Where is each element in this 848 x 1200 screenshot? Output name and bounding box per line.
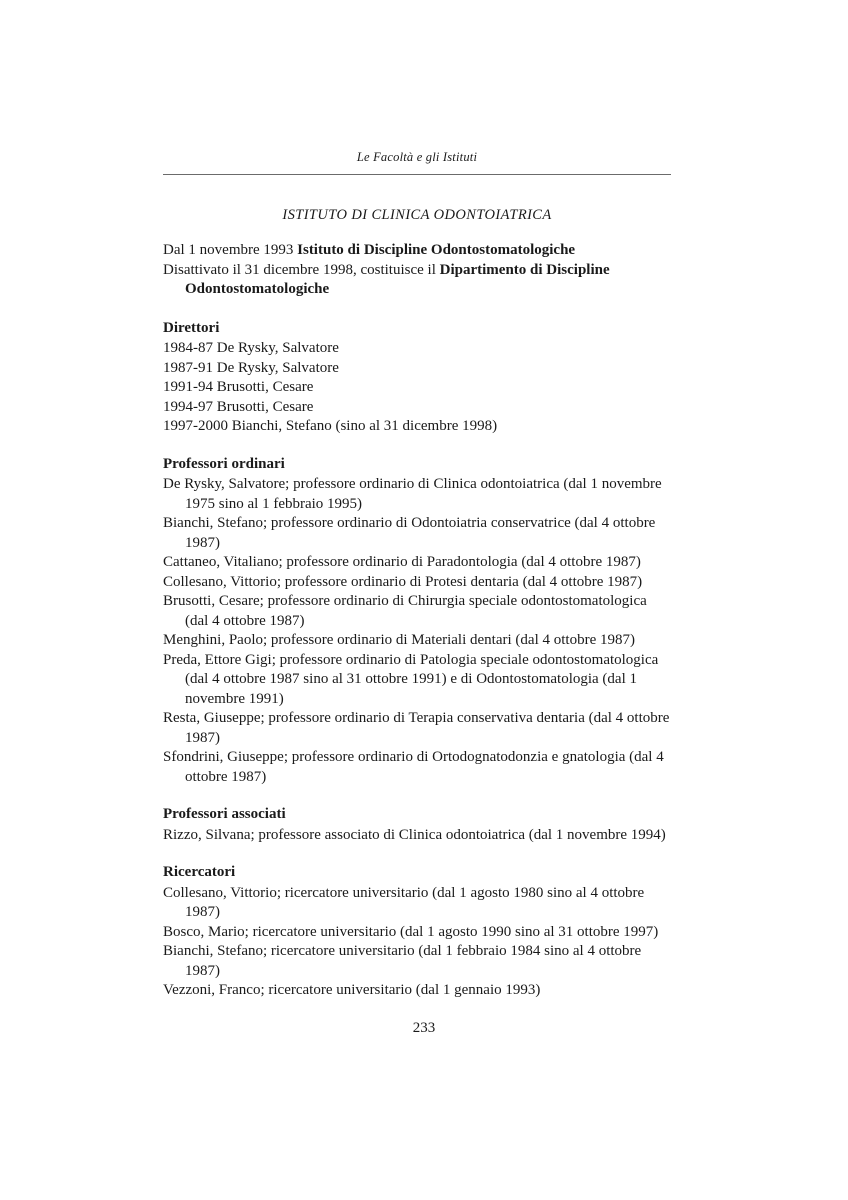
list-item: 1994-97 Brusotti, Cesare — [163, 398, 314, 415]
list-item: Cattaneo, Vitaliano; professore ordinario di Paradontologia (dal 4 ottobre 1987) — [163, 554, 641, 570]
list-item: Collesano, Vittorio; ricercatore universitario (dal 1 agosto 1980 sino al 4 ottobre 1987) — [163, 884, 645, 920]
list-item: Vezzoni, Franco; ricercatore universitario (dal 1 gennaio 1993) — [163, 982, 541, 998]
section-heading: Ricercatori — [163, 864, 236, 880]
list-item: Collesano, Vittorio; professore ordinario di Protesi dentaria (dal 4 ottobre 1987) — [163, 573, 643, 590]
page-title: ISTITUTO DI CLINICA ODONTOIATRICA — [282, 207, 552, 223]
list-item: Rizzo, Silvana; professore associato di Clinica odontoiatrica (dal 1 novembre 1994) — [163, 826, 666, 843]
list-item: Brusotti, Cesare; professore ordinario di Chirurgia speciale odontostomatologica (dal 4 ottobre 1987) — [163, 593, 647, 629]
list-item: 1984-87 De Rysky, Salvatore — [163, 340, 339, 356]
intro-line-1 — [163, 241, 671, 261]
section-direttori — [163, 319, 671, 437]
intro-block — [163, 241, 671, 300]
intro-line-2-plain: Disattivato il 31 dicembre 1998, costituisce il — [163, 261, 440, 278]
intro-line-1-bold: Istituto di Discipline Odontostomatologiche — [297, 242, 576, 258]
list-item: Bianchi, Stefano; ricercatore universitario (dal 1 febbraio 1984 sino al 4 ottobre 1987) — [163, 943, 642, 979]
list-item: 1987-91 De Rysky, Salvatore — [163, 359, 339, 376]
list-item: Bianchi, Stefano; professore ordinario di Odontoiatria conservatrice (dal 4 ottobre 1987) — [163, 515, 656, 551]
list-item: De Rysky, Salvatore; professore ordinario di Clinica odontoiatrica (dal 1 novembre 1975 sino al 1 febbraio 1995) — [163, 476, 662, 512]
section-heading: Professori associati — [163, 806, 286, 822]
page-content — [163, 150, 671, 1019]
header-rule — [163, 174, 671, 175]
list-item: Sfondrini, Giuseppe; professore ordinario di Ortodognatodonzia e gnatologia (dal 4 ottobre 1987) — [163, 749, 664, 785]
intro-line-1-plain: Dal 1 novembre 1993 — [163, 242, 298, 258]
list-item: Resta, Giuseppe; professore ordinario di Terapia conservativa dentaria (dal 4 ottobre 1987) — [163, 710, 670, 746]
section-professori-ordinari — [163, 455, 671, 788]
list-item: Preda, Ettore Gigi; professore ordinario di Patologia speciale odontostomatologica (dal 4 ottobre 1987 sino al 31 ottobre 1991) e di Odontostomatologia (dal 1 novembre 1991) — [163, 651, 659, 707]
list-item: 1997-2000 Bianchi, Stefano (sino al 31 dicembre 1998) — [163, 418, 498, 434]
section-heading: Professori ordinari — [163, 455, 285, 472]
section-professori-associati — [163, 805, 671, 845]
running-head: Le Facoltà e gli Istituti — [356, 150, 478, 164]
list-item: Bosco, Mario; ricercatore universitario (dal 1 agosto 1990 sino al 31 ottobre 1997) — [163, 923, 659, 940]
list-item: 1991-94 Brusotti, Cesare — [163, 379, 314, 395]
section-ricercatori — [163, 863, 671, 1001]
page-number: 233 — [412, 1020, 436, 1036]
intro-line-2 — [163, 261, 671, 300]
section-heading: Direttori — [163, 319, 220, 336]
list-item: Menghini, Paolo; professore ordinario di Materiali dentari (dal 4 ottobre 1987) — [163, 632, 635, 648]
intro-line-2-bold: Dipartimento di Discipline Odontostomatologiche — [185, 261, 610, 297]
